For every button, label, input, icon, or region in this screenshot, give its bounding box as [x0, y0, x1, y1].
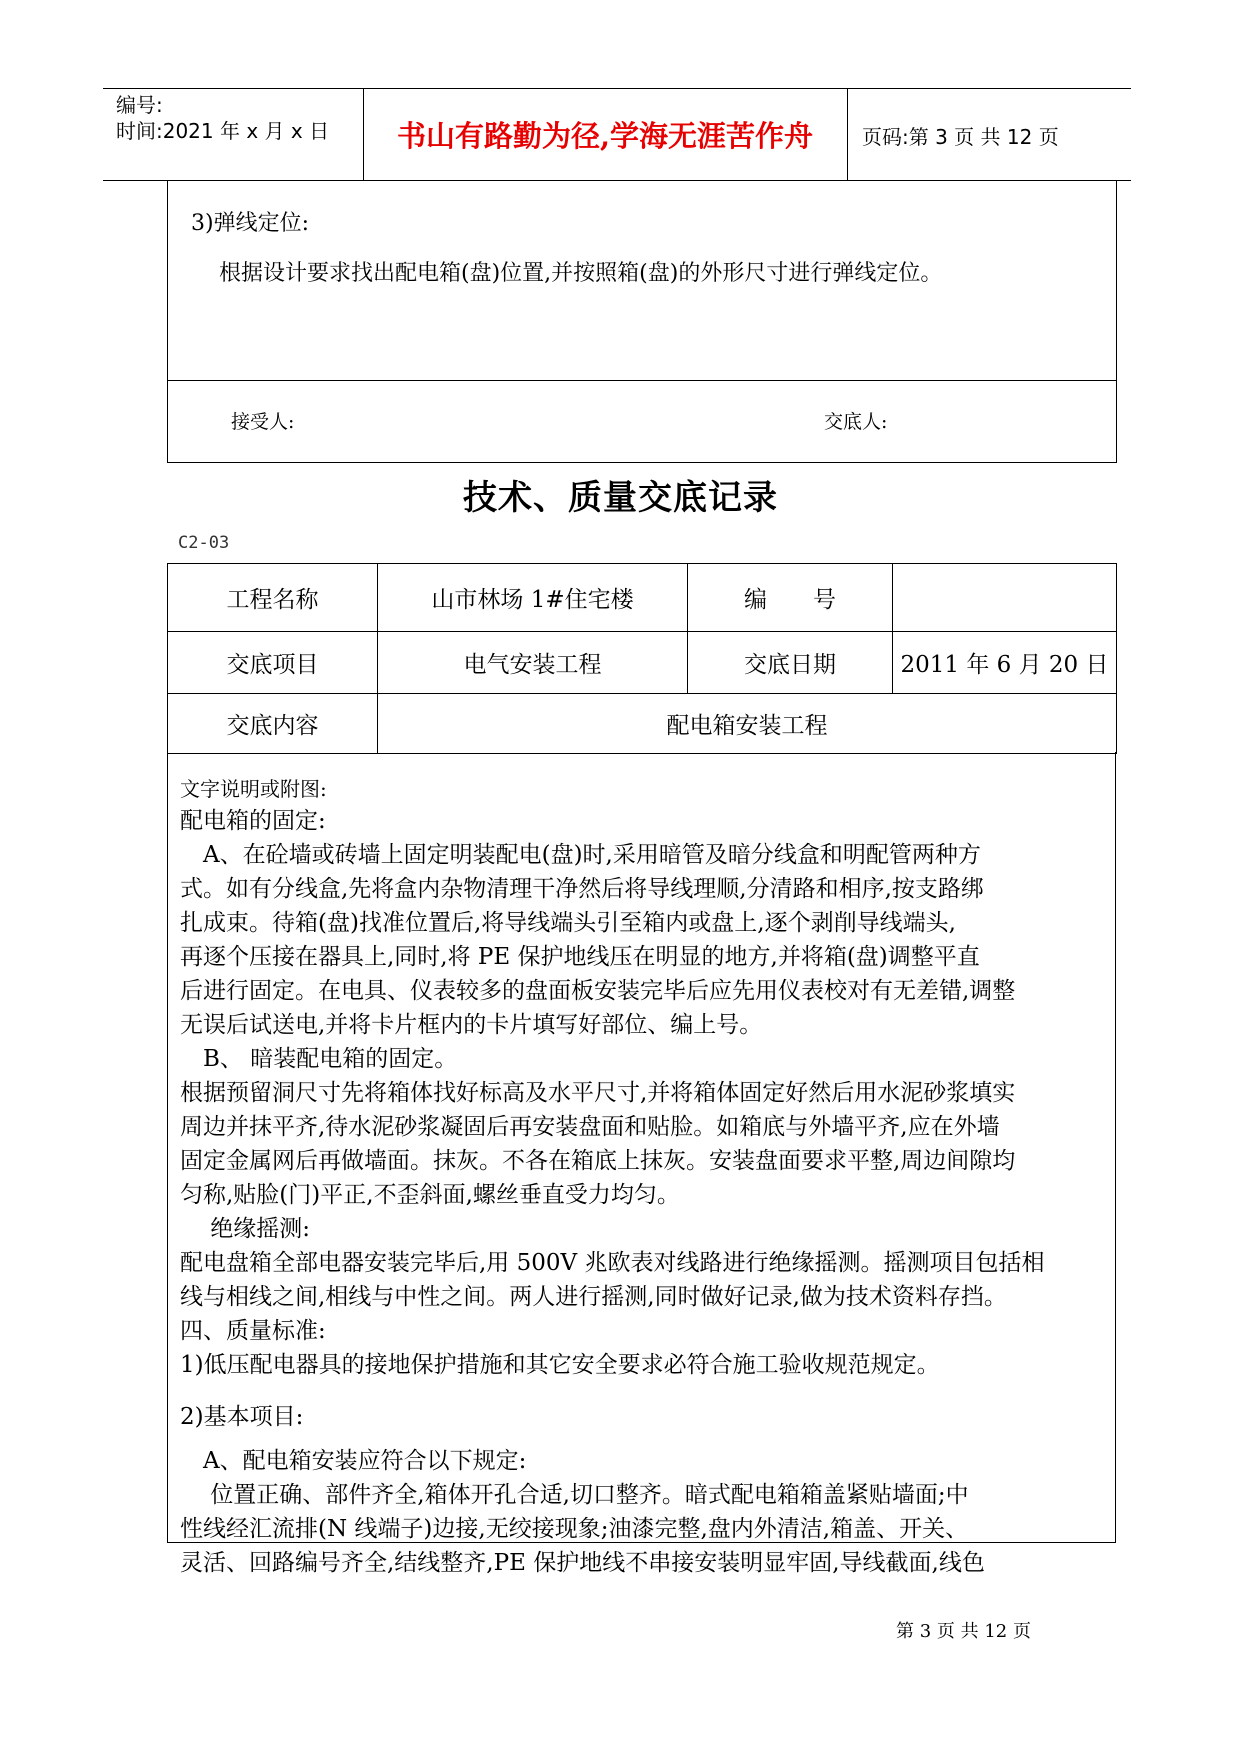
content-line: 无误后试送电,并将卡片框内的卡片填写好部位、编上号。 [180, 1012, 763, 1038]
section-3-heading: 3)弹线定位: [191, 211, 309, 236]
content-box [167, 752, 1116, 1576]
header-top-rule [103, 88, 1131, 89]
content-line: 1)低压配电器具的接地保护措施和其它安全要求必符合施工验收规范规定。 [180, 1352, 940, 1378]
content-label: 交底内容 [168, 694, 378, 754]
content-line: 周边并抹平齐,待水泥砂浆凝固后再安装盘面和贴脸。如箱底与外墙平齐,应在外墙 [180, 1114, 1000, 1140]
content-line: 固定金属网后再做墙面。抹灰。不各在箱底上抹灰。安装盘面要求平整,周边间隙均 [180, 1148, 1016, 1174]
table-row [168, 564, 1117, 632]
number-label: 编 号 [688, 564, 893, 632]
content-line: A、在砼墙或砖墙上固定明装配电(盘)时,采用暗管及暗分线盒和明配管两种方 [180, 842, 981, 868]
receiver-label: 接受人: [231, 411, 295, 433]
content-line: 扎成束。待箱(盘)找准位置后,将导线端头引至箱内或盘上,逐个剥削导线端头, [180, 910, 956, 936]
number-value [893, 564, 1117, 632]
signature-row-divider [168, 380, 1116, 381]
date-value: 2011 年 6 月 20 日 [893, 632, 1117, 694]
project-name-value: 山市林场 1#住宅楼 [378, 564, 688, 632]
project-name-label: 工程名称 [168, 564, 378, 632]
content-line: 根据预留洞尺寸先将箱体找好标高及水平尺寸,并将箱体固定好然后用水泥砂浆填实 [180, 1080, 1016, 1106]
content-line: 灵活、回路编号齐全,结线整齐,PE 保护地线不串接安装明显牢固,导线截面,线色 [180, 1550, 985, 1576]
info-table [167, 563, 1117, 754]
header-divider-right [847, 88, 848, 180]
page-number-label: 页码:第 3 页 共 12 页 [862, 125, 1059, 149]
form-code: C2-03 [178, 533, 230, 553]
content-line: 位置正确、部件齐全,箱体开孔合适,切口整齐。暗式配电箱箱盖紧贴墙面;中 [180, 1482, 969, 1508]
content-line: 后进行固定。在电具、仪表较多的盘面板安装完毕后应先用仪表校对有无差错,调整 [180, 978, 1016, 1004]
document-time-label: 时间:2021 年 x 月 x 日 [116, 119, 330, 143]
header-motto: 书山有路勤为径,学海无涯苦作舟 [396, 119, 814, 153]
item-label: 交底项目 [168, 632, 378, 694]
section-3-box [167, 180, 1117, 463]
document-number-label: 编号: [116, 93, 163, 117]
item-value: 电气安装工程 [378, 632, 688, 694]
table-row [168, 694, 1117, 754]
content-line: 文字说明或附图: [180, 777, 327, 801]
content-line: 四、质量标准: [180, 1318, 326, 1344]
content-line: 式。如有分线盒,先将盒内杂物清理干净然后将导线理顺,分清路和相序,按支路绑 [180, 876, 984, 902]
footer-page-number: 第 3 页 共 12 页 [896, 1621, 1031, 1642]
deliverer-label: 交底人: [824, 411, 888, 433]
content-line: 匀称,贴脸(门)平正,不歪斜面,螺丝垂直受力均匀。 [180, 1182, 680, 1208]
content-value: 配电箱安装工程 [378, 694, 1117, 754]
content-line: 再逐个压接在器具上,同时,将 PE 保护地线压在明显的地方,并将箱(盘)调整平直 [180, 944, 980, 970]
content-line: 配电箱的固定: [180, 808, 326, 834]
content-line: 2)基本项目: [180, 1404, 304, 1430]
header-divider-left [363, 88, 364, 180]
record-title: 技术、质量交底记录 [463, 478, 778, 518]
content-line: 线与相线之间,相线与中性之间。两人进行摇测,同时做好记录,做为技术资料存挡。 [180, 1284, 1007, 1310]
content-line: 性线经汇流排(N 线端子)边接,无绞接现象;油漆完整,盘内外清洁,箱盖、开关、 [180, 1516, 969, 1542]
content-line: 绝缘摇测: [180, 1216, 311, 1242]
content-line: 配电盘箱全部电器安装完毕后,用 500V 兆欧表对线路进行绝缘摇测。摇测项目包括相 [180, 1250, 1045, 1276]
date-label: 交底日期 [688, 632, 893, 694]
section-3-body: 根据设计要求找出配电箱(盘)位置,并按照箱(盘)的外形尺寸进行弹线定位。 [219, 261, 943, 286]
content-line: A、配电箱安装应符合以下规定: [180, 1448, 527, 1474]
content-line: B、 暗装配电箱的固定。 [180, 1046, 458, 1072]
table-row [168, 632, 1117, 694]
